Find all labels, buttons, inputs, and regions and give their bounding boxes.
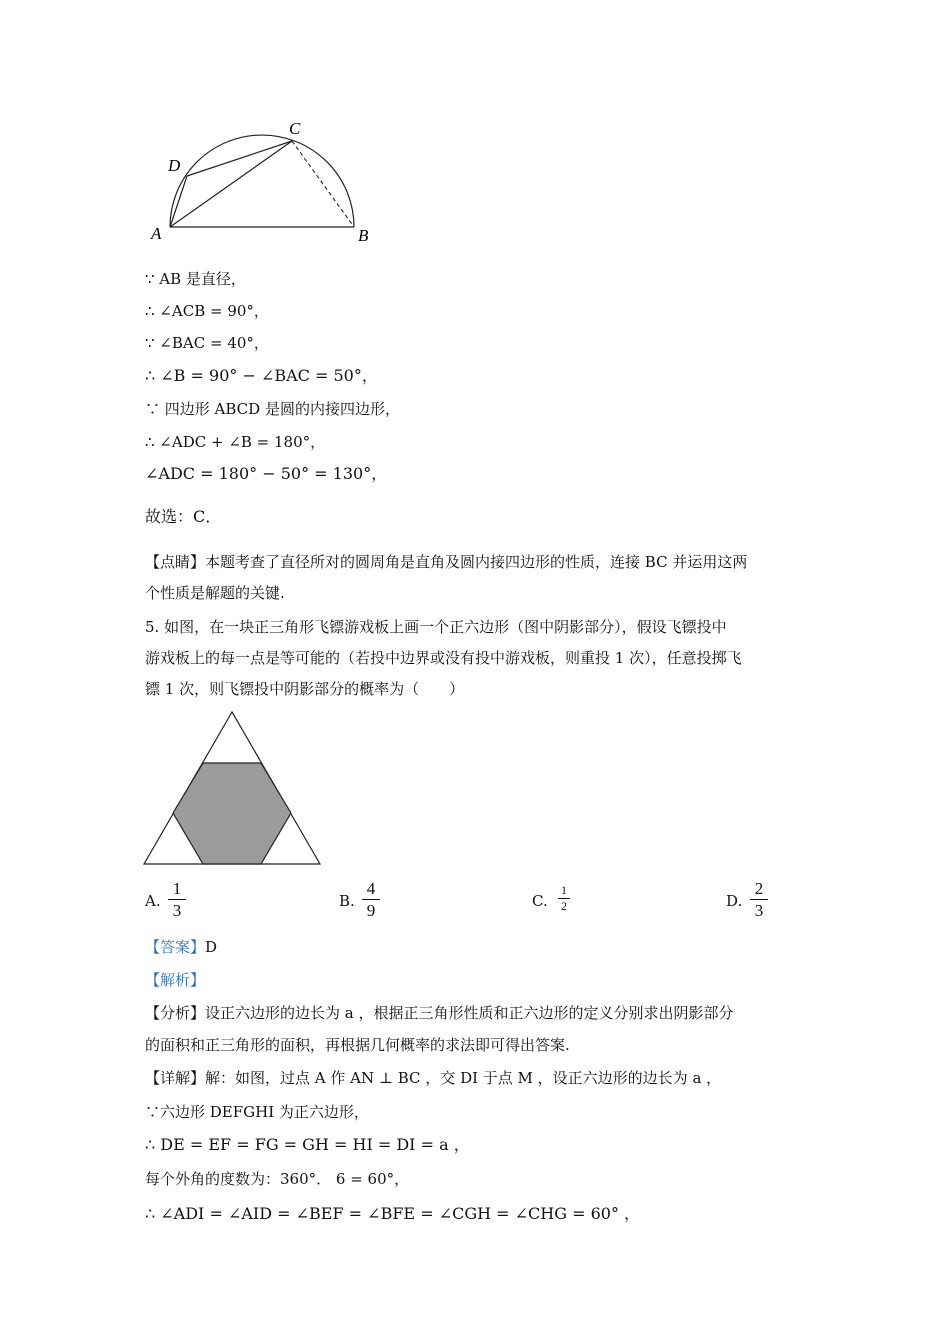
option-d-fraction [750,879,768,920]
chord-CB-dashed [292,141,354,227]
step-1: ∵ AB 是直径， [145,270,246,288]
analysis-line-1 [145,1003,734,1023]
analysis-subtag: 【分析】 [145,1004,206,1022]
label-B: B [358,226,369,245]
option-c-letter: C. [532,892,548,910]
analysis-tag: 【解析】 [145,971,206,989]
option-b-numerator: 4 [366,879,376,898]
step-3: ∵ ∠BAC = 40°， [145,334,269,352]
option-d-letter: D. [726,892,743,910]
detail-line-2: ∵六边形 DEFGHI 为正六边形， [145,1103,369,1121]
option-a-denominator: 3 [172,901,182,920]
option-b-denominator: 9 [366,901,376,920]
answer-value: D [205,938,218,956]
detail-line-4: 每个外角的度数为：360°． 6 = 60°， [145,1170,410,1188]
semicircle-arc [170,135,354,227]
semicircle-figure [140,110,380,245]
step-6: ∴ ∠ADC + ∠B = 180°， [145,433,326,451]
option-c-fraction [558,884,570,913]
detail-line-1 [145,1068,721,1088]
chord-AD [170,176,187,227]
comment-text-1: 本题考查了直径所对的圆周角是直角及圆内接四边形的性质，连接 BC 并运用这两 [205,553,748,571]
option-b-letter: B. [339,892,355,910]
comment-line-1 [145,552,747,572]
detail-text-1: 解：如图，过点 A 作 AN ⊥ BC ，交 DI 于点 M ，设正六边形的边长为 a ， [205,1069,722,1087]
choice-text: 故选：C． [145,507,222,526]
answer-tag: 【答案】 [145,938,206,956]
option-d-denominator: 3 [754,901,764,920]
option-c-numerator: 1 [561,883,567,897]
step-7: ∠ADC = 180° − 50° = 130°， [145,464,388,483]
chord-DC [187,141,292,176]
triangle-hexagon-figure [140,705,330,870]
question5-line-2: 游戏板上的每一点是等可能的（若投中边界或没有投中游戏板，则重投 1 次），任意投掷飞 [145,649,742,667]
chord-AC [170,141,292,227]
step-4: ∴ ∠B = 90° − ∠BAC = 50°， [145,366,378,385]
option-c-denominator: 2 [561,899,567,913]
comment-line-2: 个性质是解题的关键. [145,584,285,602]
detail-line-5: ∴ ∠ADI = ∠AID = ∠BEF = ∠BFE = ∠CGH = ∠CHG = 60° ， [145,1204,641,1223]
label-C: C [289,119,301,138]
answer-line [145,937,217,957]
question5-line-1: 5. 如图，在一块正三角形飞镖游戏板上画一个正六边形（图中阴影部分），假设飞镖投中 [145,618,727,636]
analysis-line-2: 的面积和正三角形的面积，再根据几何概率的求法即可得出答案. [145,1036,570,1054]
detail-line-3: ∴ DE = EF = FG = GH = HI = DI = a ， [145,1135,470,1154]
analysis-text-1: 设正六边形的边长为 a ，根据正三角形性质和正六边形的定义分别求出阴影部分 [205,1004,734,1022]
option-a-letter: A. [145,892,161,910]
comment-tag: 【点睛】 [145,553,206,571]
option-a-numerator: 1 [172,879,182,898]
question5-line-3: 镖 1 次，则飞镖投中阴影部分的概率为（ ） [145,680,465,698]
label-A: A [151,224,162,243]
step-5: ∵ 四边形 ABCD 是圆的内接四边形， [145,400,400,418]
option-a-fraction [168,879,186,920]
option-d-numerator: 2 [754,879,764,898]
step-2: ∴ ∠ACB = 90°， [145,302,269,320]
option-b-fraction [362,879,380,920]
detail-tag: 【详解】 [145,1069,206,1087]
label-D: D [168,156,181,175]
